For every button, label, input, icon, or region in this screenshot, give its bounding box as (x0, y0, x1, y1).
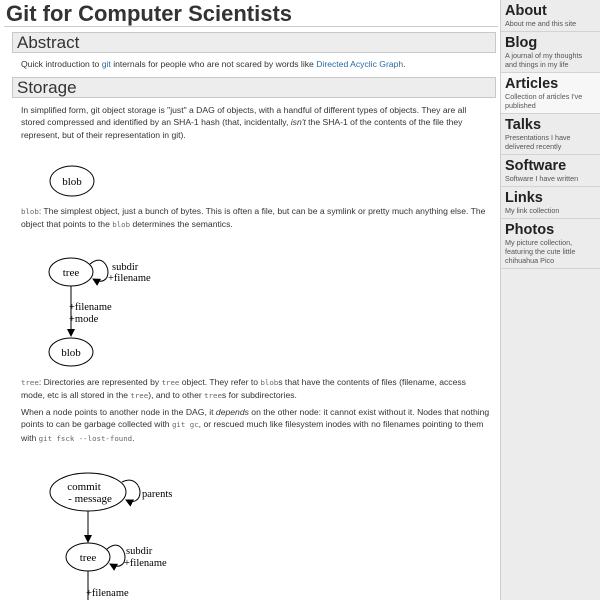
sidebar-item-software[interactable] (501, 155, 600, 187)
depends-description (21, 406, 491, 445)
tree-edge-label-1: +filename (69, 302, 112, 313)
sidebar-item-title: About (505, 3, 547, 19)
git-fsck-code: git fsck --lost-found (38, 433, 133, 443)
sidebar-item-desc: About me and this site (505, 19, 577, 28)
abstract-heading: Abstract (12, 32, 496, 53)
blob-code-2: blob (112, 220, 131, 230)
tree-description (21, 376, 491, 403)
blob-node-label: blob (62, 176, 82, 188)
commit-tree-loop-label-2: +filename (124, 558, 167, 569)
sidebar-item-title: Software (505, 158, 567, 174)
sidebar-item-title: Blog (505, 35, 538, 51)
sidebar-item-desc: Collection of articles I've published (505, 92, 583, 110)
sidebar-item-title: Talks (505, 117, 542, 133)
storage-intro-1: In simplified form, git object storage is "just" a DAG of objects, with a handful of different types of objects. They are all stored compressed and identified by an SHA-1 hash (that, incidentally, (21, 105, 467, 128)
tree-edge-label-2: +mode (69, 314, 99, 325)
sidebar-nav (500, 0, 600, 600)
title-divider (4, 26, 498, 27)
blob-text-1: : The simplest object, just a bunch of bytes. This is often a file, but can be a symlink or pretty much anything else. The object that points to the (21, 206, 486, 230)
sidebar-item-title: Articles (505, 76, 559, 92)
tree-blob-node-label: blob (61, 347, 81, 359)
tree-code: tree (21, 378, 39, 387)
sidebar-item-title: Links (505, 190, 543, 206)
sidebar-item-articles[interactable] (501, 73, 600, 114)
depends-text-2: on the other node: it cannot exist without it. Nodes that nothing points to can be garbage collected with (21, 407, 490, 430)
depends-text-1: When a node points to another node in the DAG, it (21, 407, 216, 417)
depends-text-4: . (132, 432, 135, 443)
tree-loop-label-1: subdir (112, 262, 139, 273)
tree-text-5: s for subdirectories. (221, 390, 297, 401)
sidebar-item-desc: My link collection (505, 206, 560, 215)
tree-text-3: s that have the contents of files (filename, access mode, etc is all stored in the (21, 377, 466, 401)
abstract-text-1: Quick introduction to (21, 59, 102, 69)
storage-intro-emphasis: isn't (290, 117, 306, 128)
git-link[interactable]: git (101, 59, 111, 69)
abstract-text-2: internals for people who are not scared by words like (110, 59, 317, 69)
sidebar-item-desc: Presentations I have delivered recently (505, 133, 571, 151)
sidebar-item-blog[interactable] (501, 32, 600, 73)
blob-code: blob (21, 207, 39, 216)
tree-loop-label-2: +filename (108, 273, 151, 284)
tree-code-4: tree (130, 391, 149, 401)
sidebar-item-title: Photos (505, 222, 555, 238)
git-gc-code: git gc (171, 420, 199, 430)
sidebar-item-talks[interactable] (501, 114, 600, 155)
sidebar-item-desc: Software I have written (505, 174, 579, 183)
sidebar-item-about[interactable] (501, 0, 600, 32)
commit-node-line-2: - message (68, 493, 112, 505)
commit-edge-label-1: +filename (86, 588, 129, 599)
blob-diagram (45, 164, 105, 200)
blob-description (21, 205, 491, 232)
tree-text-1: : Directories are represented by (38, 377, 162, 387)
commit-tree-loop-label-1: subdir (126, 546, 153, 557)
commit-diagram (40, 468, 200, 600)
commit-node-line-1: commit (67, 481, 101, 493)
sidebar-item-photos[interactable] (501, 219, 600, 269)
tree-code-2: tree (161, 378, 180, 387)
depends-text-3: , or rescued much like filesystem inodes with no filenames pointing to them with (21, 419, 484, 443)
abstract-text-3: . (403, 59, 406, 69)
tree-code-5: tree (204, 391, 222, 401)
tree-diagram (40, 250, 170, 372)
commit-loop-label: parents (142, 489, 173, 500)
sidebar-item-links[interactable] (501, 187, 600, 219)
storage-heading: Storage (12, 77, 496, 98)
dag-link[interactable]: Directed Acyclic Graph (316, 59, 404, 69)
tree-text-2: object. They refer to (179, 377, 261, 387)
blob-text-2: determines the semantics. (130, 219, 233, 230)
depends-emphasis: depends (215, 407, 249, 417)
page-title: Git for Computer Scientists (6, 1, 293, 26)
sidebar-item-desc: A journal of my thoughts and things in my life (505, 51, 583, 69)
commit-tree-node-label: tree (79, 552, 97, 564)
abstract-text (21, 58, 491, 70)
tree-text-4: ), and to other (148, 390, 205, 401)
sidebar-item-desc: My picture collection, featuring the cute little chihuahua Pico (505, 238, 576, 265)
storage-intro-2: the SHA-1 of the contents of the file they represent, but of their representation in git). (21, 117, 463, 140)
tree-node-label: tree (62, 267, 80, 279)
storage-intro (21, 104, 491, 141)
tree-code-3: blob (260, 378, 279, 387)
